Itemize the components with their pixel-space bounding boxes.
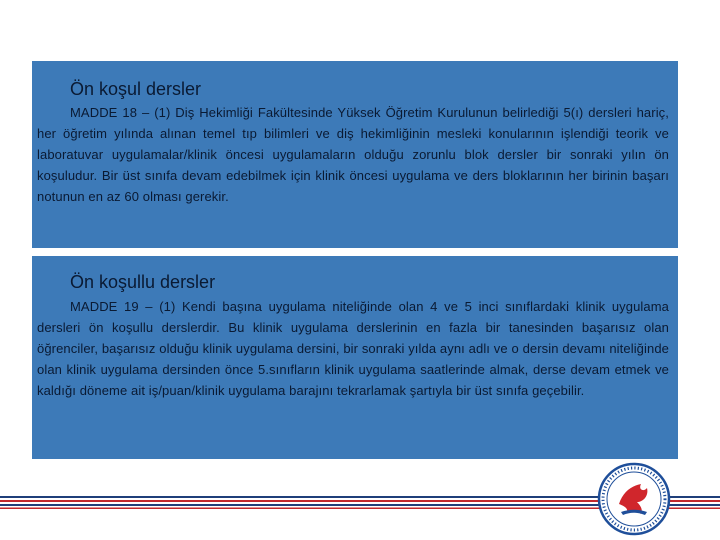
section-title: Ön koşullu dersler: [70, 272, 216, 292]
section-box-prerequisite-courses: [32, 61, 678, 248]
section-title: Ön koşul dersler: [70, 79, 202, 99]
section-body: MADDE 19 – (1) Kendi başına uygulama niteliğinde olan 4 ve 5 inci sınıflardaki klinik uygulama dersleri ön koşullu derslerdir. Bu klinik uygulama derslerinin en fazla bir tanesinden başarısız olan öğrenciler, başarısız olduğu klinik uygulama dersini, bir sonraki yılda aynı adlı ve o dersin devamı niteliğinde olan klinik uygulama dersinden önce 5.sınıfların klinik uygulama saatlerinde almak, derse devam etmek ve kaldığı döneme ait iş/puan/klinik uygulama barajını tekrarlamak şartıyla bir üst sınıfa geçebilir.: [37, 299, 669, 398]
section-box-prerequisite-dependent-courses: [32, 256, 678, 459]
university-seal-icon: [597, 462, 671, 536]
section-body: MADDE 18 – (1) Diş Hekimliği Fakültesinde Yüksek Öğretim Kurulunun belirlediği 5(ı) dersleri hariç, her öğretim yılında alınan temel tıp bilimleri ve diş hekimliğinin mesleki konularının işlendiği teorik ve laboratuvar uygulamalar/klinik öncesi uygulamaların olduğu zorunlu blok dersler bir sonraki yılın ön koşuludur. Bir üst sınıfa devam edebilmek için klinik öncesi uygulama ve ders bloklarının her birinin başarı notunun en az 60 olması gerekir.: [37, 105, 669, 204]
